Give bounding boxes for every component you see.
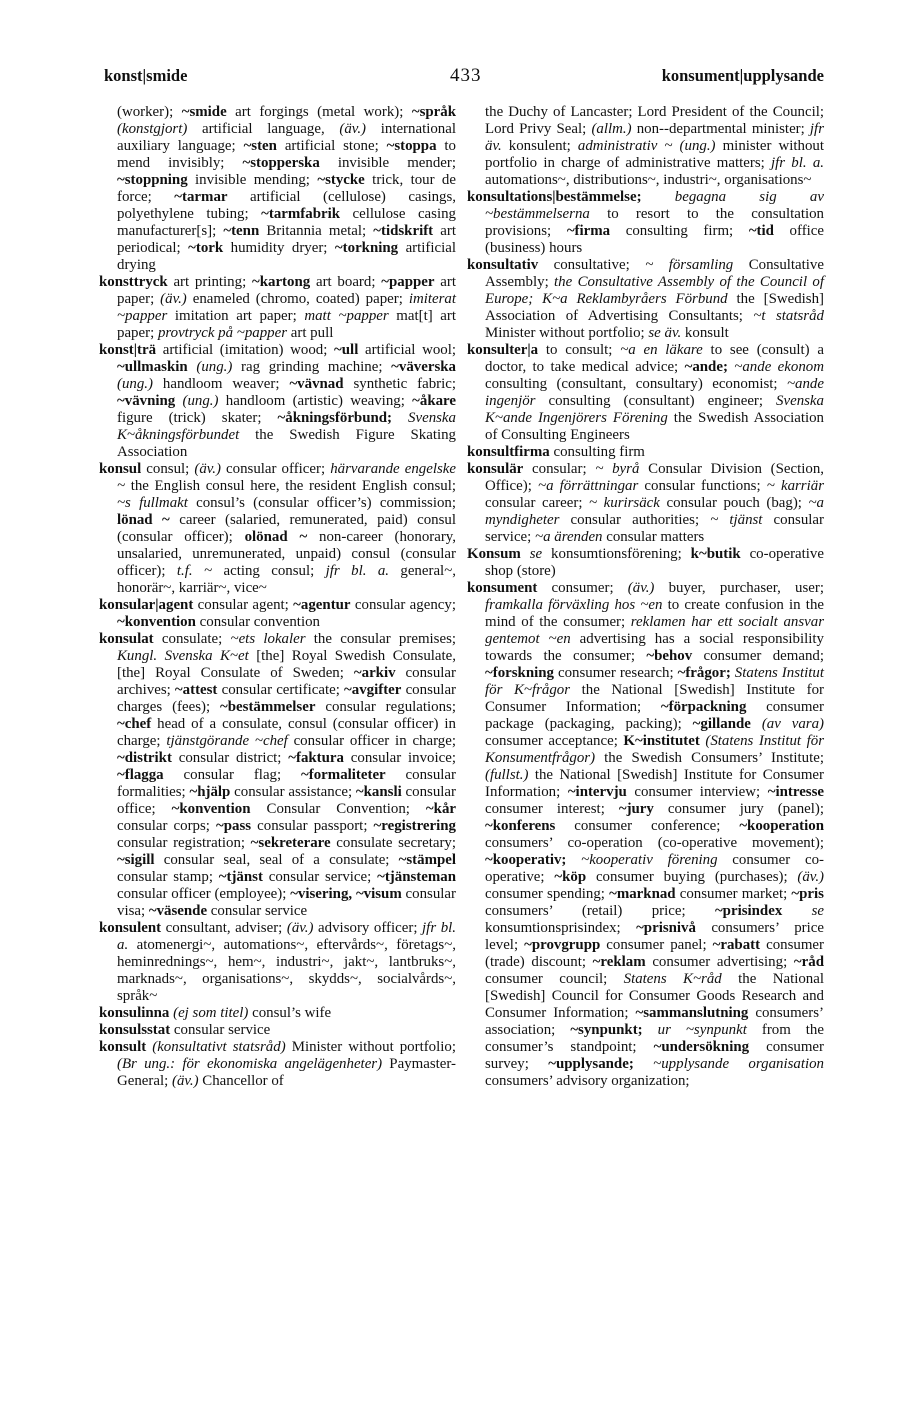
dictionary-entry: the Duchy of Lancaster; Lord President of the Council; Lord Privy Seal; (allm.) non--departmental minister; jfr äv. konsulent; administrativ ~ (ung.) minister without portfolio in charge of administrative matters; jfr bl. a. automations~, distributions~, industri~, organisations~ xyxy=(485,104,824,188)
dictionary-entry: konsulter|a to consult; ~a en läkare to see (consult) a doctor, to take medical advice; ~ande; ~ande ekonom consulting (consultant, consultary) economist; ~ande ingenjör consulting (consultant) engineer; Svenska K~ande Ingenjörers Förening the Swedish Association of Consulting Engineers xyxy=(467,342,825,443)
dictionary-entry: konsulent consultant, adviser; (äv.) advisory officer; jfr bl. a. atomenergi~, automations~, eftervårds~, företags~, heminrednings~, hem~, industri~, jakt~, lantbruks~, marknads~, organisations~, skydds~, socialvårds~, språk~ xyxy=(99,920,456,1004)
dictionary-entry: konsultfirma consulting firm xyxy=(467,444,645,460)
left-column xyxy=(99,104,456,1090)
right-column xyxy=(467,104,824,1090)
page-header xyxy=(104,66,824,92)
dictionary-entry: konsulinna (ej som titel) consul’s wife xyxy=(99,1005,332,1021)
dictionary-entry: konsulsstat consular service xyxy=(99,1022,271,1038)
dictionary-entry: konsul consul; (äv.) consular officer; härvarande engelske ~ the English consul here, the resident English consul; ~s fullmakt consul’s (consular officer’s) commission; lönad ~ career (salaried, remunerated, paid) consul (consular officer); olönad ~ non-career (honorary, unsalaried, unremunerated, unpaid) consul (consular officer); t.f. ~ acting consul; jfr bl. a. general~, honorär~, karriär~, vice~ xyxy=(99,461,456,596)
dictionary-entry: Konsum se konsumtionsförening; k~butik co-operative shop (store) xyxy=(467,546,824,579)
header-first-word: konst|smide xyxy=(104,66,188,85)
dictionary-entry: konst|trä artificial (imitation) wood; ~ull artificial wool; ~ullmaskin (ung.) rag grinding machine; ~väverska (ung.) handloom weaver; ~vävnad synthetic fabric; ~vävning (ung.) handloom (artistic) weaving; ~åkare figure (trick) skater; ~åkningsförbund; Svenska K~åkningsförbundet the Swedish Figure Skating Association xyxy=(99,342,457,460)
dictionary-entry: konsular|agent consular agent; ~agentur consular agency; ~konvention consular convention xyxy=(99,597,456,630)
dictionary-entry: konsulär consular; ~ byrå Consular Division (Section, Office); ~a förrättningar consular functions; ~ karriär consular career; ~ kurirsäck consular pouch (bag); ~a myndigheter consular authorities; ~ tjänst consular service; ~a ärenden consular matters xyxy=(467,461,825,545)
dictionary-entry: (worker); ~smide art forgings (metal work); ~språk (konstgjort) artificial language, (äv.) international auxiliary language; ~sten artificial stone; ~stoppa to mend invisibly; ~stopperska invisible mender; ~stoppning invisible mending; ~stycke trick, tour de force; ~tarmar artificial (cellulose) casings, polyethylene tubing; ~tarmfabrik cellulose casing manufacturer[s]; ~tenn Britannia metal; ~tidskrift art periodical; ~tork humidity dryer; ~torkning artificial drying xyxy=(117,104,457,273)
dictionary-entry: konsultativ consultative; ~ församling Consultative Assembly; the Consultative Assembly of the Council of Europe; K~a Reklambyråers Förbund the [Swedish] Association of Advertising Consultants; ~t statsråd Minister without portfolio; se äv. konsult xyxy=(467,257,824,341)
dictionary-entry: konsulat consulate; ~ets lokaler the consular premises; Kungl. Svenska K~et [the] Royal Swedish Consulate, [the] Royal Consulate of Sweden; ~arkiv consular archives; ~attest consular certificate; ~avgifter consular charges (fees); ~bestämmelser consular regulations; ~chef head of a consulate, consul (consular officer) in charge; tjänstgörande ~chef consular officer in charge; ~distrikt consular district; ~faktura consular invoice; ~flagga consular flag; ~formaliteter consular formalities; ~hjälp consular assistance; ~kansli consular office; ~konvention Consular Convention; ~kår consular corps; ~pass consular passport; ~registrering consular registration; ~sekreterare consulate secretary; ~sigill consular seal, seal of a consulate; ~stämpel consular stamp; ~tjänst consular service; ~tjänsteman consular officer (employee); ~visering, ~visum consular visa; ~väsende consular service xyxy=(99,631,457,919)
dictionary-entry: konsttryck art printing; ~kartong art board; ~papper art paper; (äv.) enameled (chromo, coated) paper; imiterat ~papper imitation art paper; matt ~papper mat[t] art paper; provtryck på ~papper art pull xyxy=(99,274,456,341)
dictionary-entry: konsult (konsultativt statsråd) Minister without portfolio; (Br ung.: för ekonomiska angelägenheter) Paymaster-General; (äv.) Chancellor of xyxy=(99,1039,456,1089)
dictionary-entry: konsument consumer; (äv.) buyer, purchaser, user; framkalla förväxling hos ~en to create confusion in the mind of the consumer; reklamen har ett socialt ansvar gentemot ~en advertising has a social responsibility towards the consumer; ~behov consumer demand; ~forskning consumer research; ~frågor; Statens Institut för K~frågor the National [Swedish] Institute for Consumer Information; ~förpackning consumer package (packaging, packing); ~gillande (av vara) consumer acceptance; K~institutet (Statens Institut för Konsumentfrågor) the Swedish Consumers’ Institute; (fullst.) the National [Swedish] Institute for Consumer Information; ~intervju consumer interview; ~intresse consumer interest; ~jury consumer jury (panel); ~konferens consumer conference; ~kooperation consumers’ co-operation (co-operative movement); ~kooperativ; ~kooperativ förening consumer co-operative; ~köp consumer buying (purchases); (äv.) consumer spending; ~marknad consumer market; ~pris consumers’ (retail) price; ~prisindex se konsumtionsprisindex; ~prisnivå consumers’ price level; ~provgrupp consumer panel; ~rabatt consumer (trade) discount; ~reklam consumer advertising; ~råd consumer council; Statens K~råd the National [Swedish] Council for Consumer Goods Research and Consumer Information; ~sammanslutning consumers’ association; ~synpunkt; ur ~synpunkt from the consumer’s standpoint; ~undersökning consumer survey; ~upplysande; ~upplysande organisation consumers’ advisory organization; xyxy=(467,580,825,1089)
header-last-word: konsument|upplysande xyxy=(661,66,824,85)
page-number: 433 xyxy=(450,65,482,86)
dictionary-entry: konsultations|bestämmelse; begagna sig av ~bestämmelserna to resort to the consultation provisions; ~firma consulting firm; ~tid office (business) hours xyxy=(467,189,825,256)
